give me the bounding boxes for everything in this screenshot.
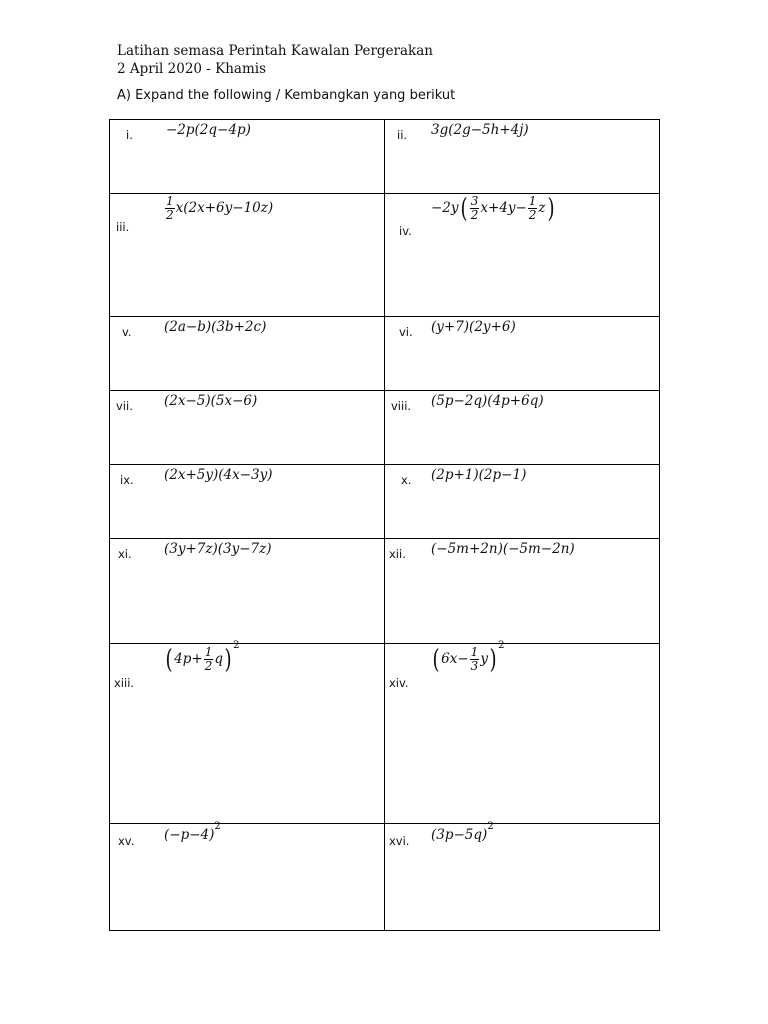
exercise-expression: $(-p-4)^2$: [164, 821, 221, 843]
exercise-cell-xiii: [110, 640, 385, 824]
fraction-three-halves: $\frac{3}{2}$: [470, 194, 479, 222]
exercise-expression: $(3p-5q)^2$: [431, 821, 494, 843]
exercise-cell-vi: [385, 317, 660, 391]
exercise-expression: (3y+7z)(3y−7z): [164, 541, 272, 557]
exercise-expression: ( 6x− $\frac{1}{3}$ y) $^2$: [432, 640, 505, 675]
exercise-expression: (5p−2q)(4p+6q): [431, 393, 544, 409]
exercise-label: iv.: [399, 224, 412, 238]
table-row: [110, 824, 660, 931]
instruction-text: A) Expand the following / Kembangkan yang berikut: [117, 88, 456, 103]
fraction-one-half: $\frac{1}{2}$: [204, 645, 213, 673]
header-title: Latihan semasa Perintah Kawalan Pergerakan: [117, 43, 433, 59]
exercise-expression: (y+7)(2y+6): [431, 319, 516, 335]
exercise-label: ix.: [120, 473, 134, 487]
fraction-one-half: $\frac{1}{2}$: [528, 194, 537, 222]
exponent-squared: 2: [214, 821, 221, 832]
exercise-expression: $\frac{1}{2}$ x(2x+6y−10z): [166, 194, 274, 222]
exercise-expression: (2a−b)(3b+2c): [164, 319, 267, 335]
table-row: [110, 194, 660, 317]
exercise-cell-i: [110, 120, 385, 194]
exercise-label: xvi.: [389, 834, 410, 848]
table-row: [110, 391, 660, 465]
exponent-squared: 2: [487, 821, 494, 832]
exercise-cell-iv: [385, 194, 660, 317]
exercise-expression: −2y( $\frac{3}{2}$ x+4y− $\frac{1}{2}$ z): [431, 193, 555, 224]
exercise-expression: (−5m+2n)(−5m−2n): [431, 541, 575, 557]
fraction-one-third: $\frac{1}{3}$: [470, 645, 479, 673]
exercise-table: [109, 119, 660, 931]
table-row: [110, 539, 660, 644]
fraction-one-half: $\frac{1}{2}$: [166, 194, 174, 222]
exponent-squared: 2: [498, 640, 505, 651]
exercise-label: vi.: [399, 325, 413, 339]
exponent-squared: 2: [233, 640, 240, 651]
exercise-label: viii.: [391, 399, 412, 413]
table-row: [110, 120, 660, 194]
exercise-cell-ix: [110, 465, 385, 539]
exercise-cell-xvi: [385, 821, 660, 931]
exercise-label: ii.: [397, 128, 408, 142]
exercise-cell-v: [110, 317, 385, 391]
exercise-cell-x: [385, 465, 660, 539]
exercise-expression: 3g(2g−5h+4j): [431, 122, 529, 138]
exercise-cell-xiv: [385, 640, 660, 824]
exercise-cell-xi: [110, 539, 385, 644]
header-date: 2 April 2020 - Khamis: [117, 61, 267, 77]
exercise-cell-viii: [385, 391, 660, 465]
exercise-label: vii.: [116, 399, 133, 413]
exercise-expression: (2x−5)(5x−6): [164, 393, 258, 409]
exercise-label: iii.: [116, 220, 130, 234]
exercise-label: i.: [126, 128, 133, 142]
table-row: [110, 465, 660, 539]
table-row: [110, 644, 660, 824]
exercise-expression: ( 4p+ $\frac{1}{2}$ q) $^2$: [165, 640, 240, 675]
exercise-expression: −2p(2q−4p): [166, 122, 251, 138]
exercise-cell-vii: [110, 391, 385, 465]
exercise-expression: (2p+1)(2p−1): [431, 467, 527, 483]
exercise-label: xiv.: [389, 676, 409, 690]
exercise-label: x.: [401, 473, 412, 487]
table-row: [110, 317, 660, 391]
exercise-cell-iii: [110, 194, 385, 317]
worksheet-header: [117, 42, 433, 78]
exercise-expression: (2x+5y)(4x−3y): [164, 467, 273, 483]
exercise-cell-ii: [385, 120, 660, 194]
exercise-label: xiii.: [114, 676, 135, 690]
exercise-label: xii.: [389, 547, 406, 561]
exercise-label: xi.: [118, 547, 132, 561]
exercise-cell-xv: [110, 821, 385, 931]
exercise-label: xv.: [118, 834, 135, 848]
exercise-label: v.: [122, 325, 132, 339]
exercise-cell-xii: [385, 539, 660, 644]
